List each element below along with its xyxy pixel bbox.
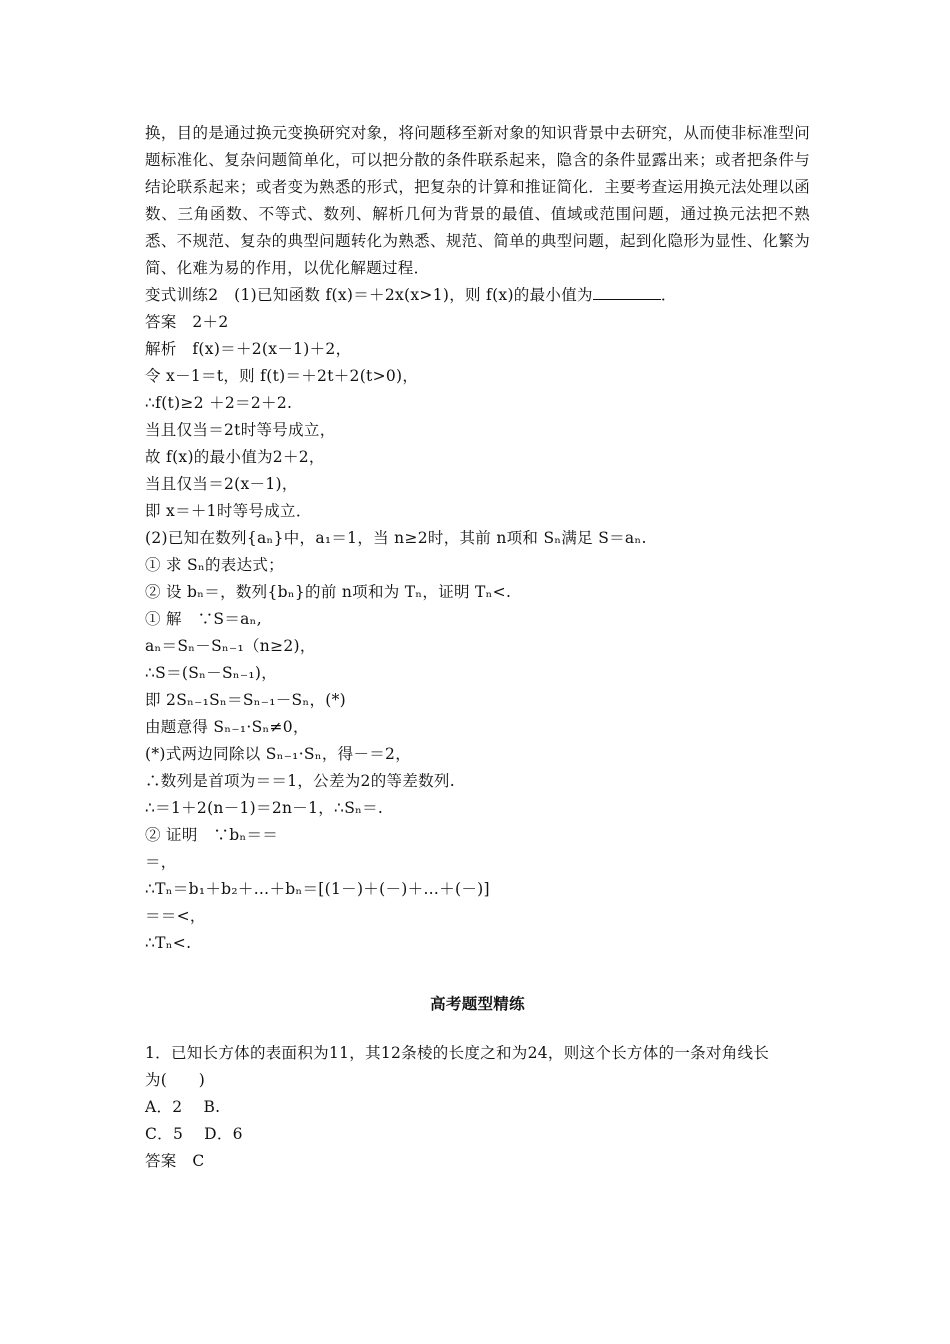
exam-answer: 答案 C xyxy=(145,1152,205,1170)
solution-line: ＝， xyxy=(145,853,177,871)
variant-question-text: 变式训练2 (1)已知函数 f(x)＝＋2x(x>1)，则 f(x)的最小值为 xyxy=(145,286,593,304)
solution-line: ② 设 bₙ＝，数列{bₙ}的前 n项和为 Tₙ，证明 Tₙ<. xyxy=(145,583,512,601)
solution-line: ＝＝<， xyxy=(145,907,206,925)
solution-line: (2)已知在数列{aₙ}中，a₁＝1，当 n≥2时，其前 n项和 Sₙ满足 S＝aₙ. xyxy=(145,529,647,547)
section-title: 高考题型精练 xyxy=(430,995,525,1013)
solution-line: (*)式两边同除以 Sₙ₋₁·Sₙ，得－＝2， xyxy=(145,745,412,763)
intro-paragraph: 换，目的是通过换元变换研究对象，将问题移至新对象的知识背景中去研究，从而使非标准型问题标准化、复杂问题简单化，可以把分散的条件联系起来，隐含的条件显露出来；或者把条件与结论联系起来；或者变为熟悉的形式，把复杂的计算和推证简化．主要考查运用换元法处理以函数、三角函数、不等式、数列、解析几何为背景的最值、值域或范围问题，通过换元法把不熟悉、不规范、复杂的典型问题转化为熟悉、规范、简单的典型问题，起到化隐形为显性、化繁为简、化难为易的作用，以优化解题过程． xyxy=(145,124,810,277)
solution-line: ∴＝1＋2(n－1)＝2n－1，∴Sₙ＝. xyxy=(145,799,384,817)
variant-question xyxy=(145,282,810,309)
solution-line: ∴S＝(Sₙ－Sₙ₋₁)， xyxy=(145,664,278,682)
solution-line: 即 2Sₙ₋₁Sₙ＝Sₙ₋₁－Sₙ，(*) xyxy=(145,691,347,709)
exam-options-line: C．5 D．6 xyxy=(145,1125,243,1143)
solution-line: ∴数列是首项为＝＝1，公差为2的等差数列. xyxy=(145,772,455,790)
solution-line: 由题意得 Sₙ₋₁·Sₙ≠0， xyxy=(145,718,309,736)
solution-line: 当且仅当＝2t时等号成立， xyxy=(145,421,336,439)
solution-line: ∴Tₙ<. xyxy=(145,934,192,952)
solution-line: ① 解 ∵S＝aₙ, xyxy=(145,610,262,628)
exam-question-line: 1．已知长方体的表面积为11，其12条棱的长度之和为24，则这个长方体的一条对角线长 xyxy=(145,1044,770,1062)
solution-line: ① 求 Sₙ的表达式； xyxy=(145,556,284,574)
solution-line: aₙ＝Sₙ－Sₙ₋₁（n≥2)， xyxy=(145,637,316,655)
solution-line: 即 x＝＋1时等号成立． xyxy=(145,502,312,520)
solution-line: 解析 f(x)＝＋2(x－1)＋2， xyxy=(145,340,352,358)
answer-blank xyxy=(593,285,661,300)
document-body xyxy=(145,120,810,1175)
solution-line: ∴Tₙ＝b₁＋b₂＋…＋bₙ＝[(1－)＋(－)＋…＋(－)] xyxy=(145,880,490,898)
variant-question-end: ． xyxy=(660,286,677,304)
solution-line: 令 x－1＝t，则 f(t)＝＋2t＋2(t>0)， xyxy=(145,367,419,385)
exam-options-line: A．2 B. xyxy=(145,1098,221,1116)
exam-question-line: 为( ) xyxy=(145,1071,206,1089)
solution-line: 故 f(x)的最小值为2＋2， xyxy=(145,448,325,466)
solution-line: 答案 2＋2 xyxy=(145,313,229,331)
solution-line: ∴f(t)≥2 ＋2＝2＋2. xyxy=(145,394,293,412)
solution-line: ② 证明 ∵bₙ＝＝ xyxy=(145,826,279,844)
solution-line: 当且仅当＝2(x－1)， xyxy=(145,475,298,493)
